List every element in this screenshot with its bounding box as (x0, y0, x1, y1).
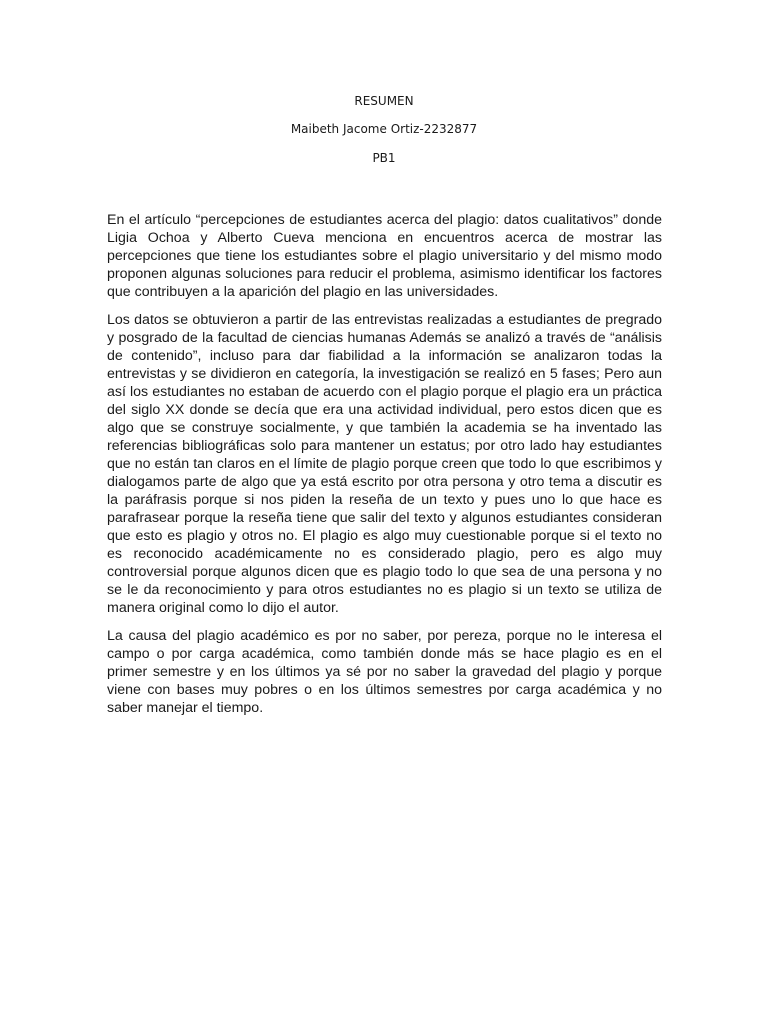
author-line: Maibeth Jacome Ortiz-2232877 (290, 122, 478, 136)
paragraph-intro: En el artículo “percepciones de estudiantes acerca del plagio: datos cualitativos” donde Ligia Ochoa y Alberto Cueva menciona en encuentros acerca de mostrar las percepciones que tiene los estudiantes sobre el plagio universitario y del mismo modo proponen algunas soluciones para reducir el problema, asimismo identificar los factores que contribuyen a la aparición del plagio en las universidades. (107, 212, 662, 300)
paragraph-methods: Los datos se obtuvieron a partir de las entrevistas realizadas a estudiantes de pregrado y posgrado de la facultad de ciencias humanas Además se analizó a través de “análisis de contenido”, incluso para dar fiabilidad a la información se analizaron todas la entrevistas y se dividieron en categoría, la investigación se realizó en 5 fases; Pero aun así los estudiantes no estaban de acuerdo con el plagio porque el plagio era un práctica del siglo XX donde se decía que era una actividad individual, pero estos dicen que es algo que se construye socialmente, y que también la academia se ha inventado las referencias bibliográficas solo para mantener un estatus; por otro lado hay estudiantes que no están tan claros en el límite de plagio porque creen que todo lo que escribimos y dialogamos parte de algo que ya está escrito por otra persona y otro tema a discutir es la paráfrasis porque si nos piden la reseña de un texto y pues uno lo que hace es parafrasear porque la reseña tiene que salir del texto y algunos estudiantes consideran que esto es plagio y otros no. El plagio es algo muy cuestionable porque si el texto no es reconocido académicamente no es considerado plagio, pero es algo muy controversial porque algunos dicen que es plagio todo lo que sea de una persona y no se le da reconocimiento y para otros estudiantes no es plagio si un texto se utiliza de manera original como lo dijo el autor. (107, 312, 662, 616)
document-body (107, 211, 662, 727)
course-code: PB1 (372, 151, 396, 165)
paragraph-causes: La causa del plagio académico es por no saber, por pereza, porque no le interesa el campo o por carga académica, como también donde más se hace plagio es en el primer semestre y en los últimos ya sé por no saber la gravedad del plagio y porque viene con bases muy pobres o en los últimos semestres por carga académica y no saber manejar el tiempo. (107, 628, 662, 716)
document-title: RESUMEN (354, 94, 414, 108)
